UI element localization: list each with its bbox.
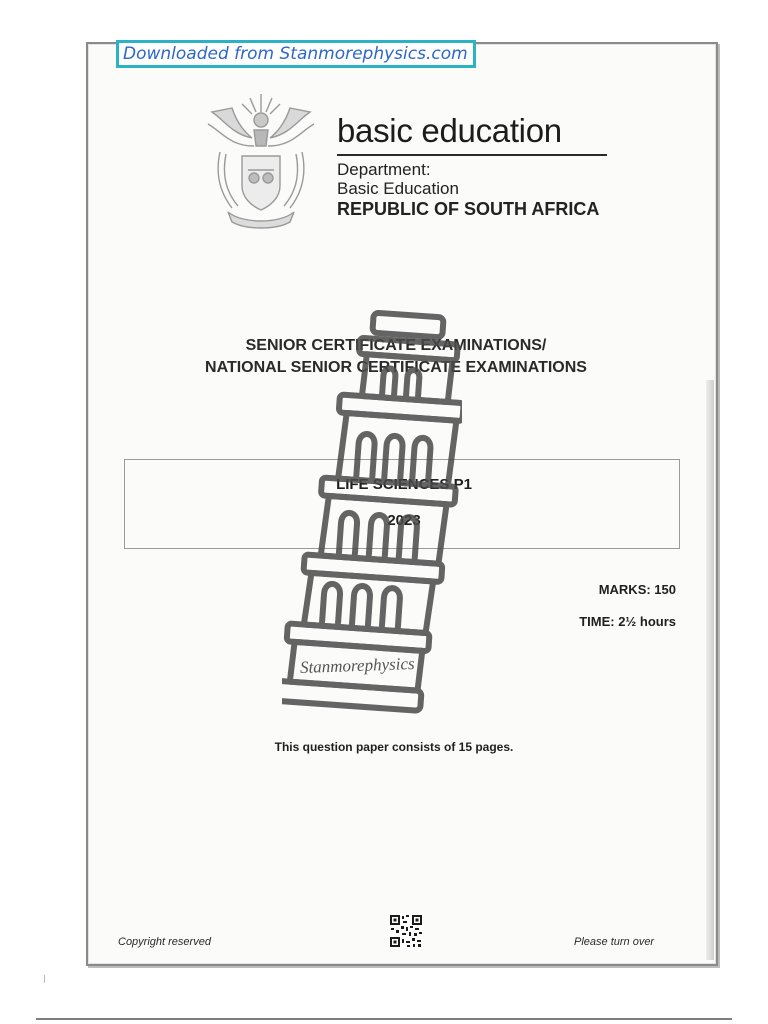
download-banner[interactable]: Downloaded from Stanmorephysics.com — [116, 40, 476, 68]
page-count-note: This question paper consists of 15 pages. — [274, 740, 514, 754]
viewer-divider — [36, 1018, 732, 1020]
subject-name: LIFE SCIENCES P1 — [336, 476, 472, 493]
brand-title: basic education — [337, 112, 562, 149]
department-label: Department: — [337, 160, 431, 179]
leaning-tower-icon — [282, 305, 462, 715]
scan-mark — [44, 975, 45, 983]
exam-title-line2: NATIONAL SENIOR CERTIFICATE EXAMINATIONS — [205, 359, 587, 376]
watermark-text: Stanmorephysics — [299, 654, 415, 677]
country-name: REPUBLIC OF SOUTH AFRICA — [337, 199, 600, 219]
coat-of-arms-icon — [202, 90, 320, 232]
exam-title-line1: SENIOR CERTIFICATE EXAMINATIONS/ — [245, 337, 547, 354]
time-label: TIME: 2½ hours — [579, 614, 676, 629]
copyright-notice: Copyright reserved — [118, 936, 211, 948]
subject-year: 2023 — [387, 512, 421, 529]
turn-over-notice: Please turn over — [574, 936, 655, 948]
marks-label: MARKS: 150 — [598, 582, 676, 597]
qr-code-icon — [389, 914, 423, 948]
department-name: Basic Education — [337, 179, 459, 198]
scan-shadow — [706, 380, 714, 960]
brand-underline — [337, 154, 607, 156]
